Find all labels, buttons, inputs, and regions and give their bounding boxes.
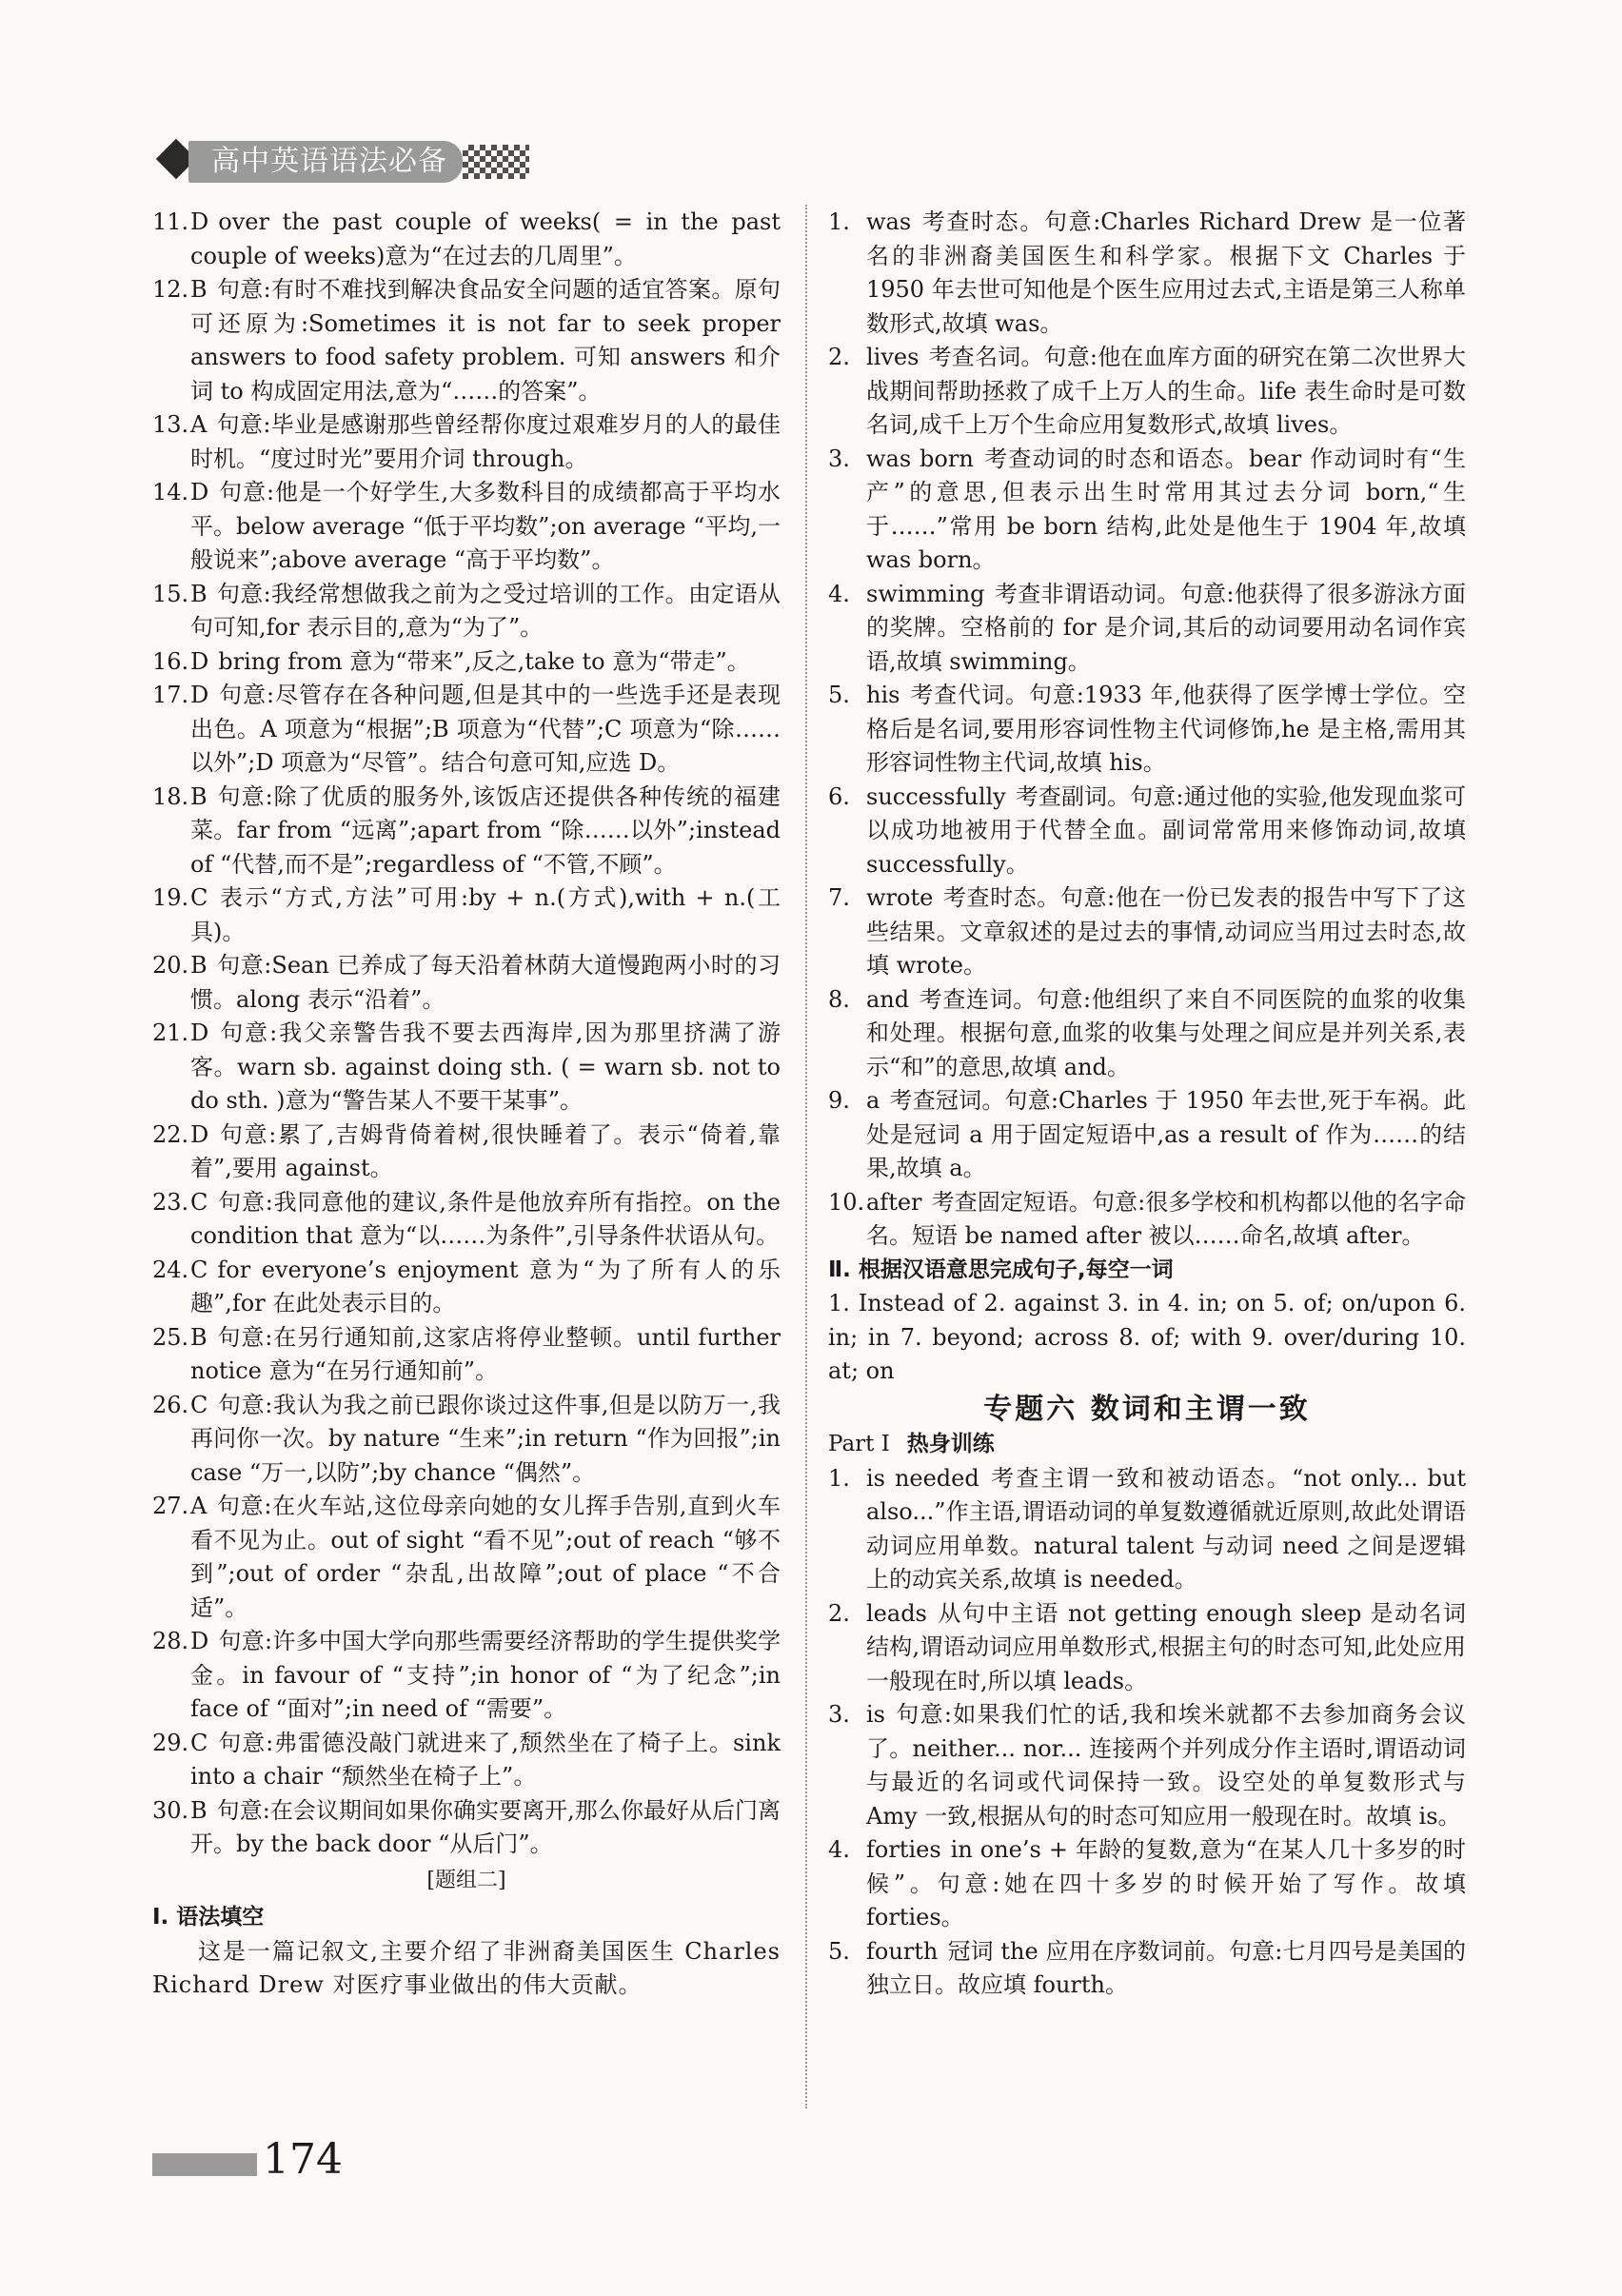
item-number: 30.	[152, 1796, 189, 1824]
answer-item	[152, 1625, 781, 1727]
item-answer: his	[866, 682, 900, 708]
item-answer: B	[190, 952, 208, 979]
answer-item	[152, 679, 781, 781]
group-title: [题组二]	[426, 1868, 506, 1892]
item-number: 6.	[828, 782, 850, 810]
answer-list-part1	[828, 1462, 1466, 2003]
section-title-grammar: Ⅰ. 语法填空	[152, 1905, 265, 1930]
footer-bar	[152, 2153, 257, 2176]
item-answer: B	[190, 1323, 208, 1351]
item-explanation: 冠词 the 应用在序数词前。句意:七月四号是美国的独立日。故应填 fourth。	[866, 1937, 1466, 1998]
item-explanation: 句意:尽管存在各种问题,但是其中的一些选手还是表现出色。A 项意为“根据”;B 项意为“代替”;C 项意为“除……以外”;D 项意为“尽管”。结合句意可知,应选 D。	[190, 682, 781, 776]
item-number: 4.	[828, 580, 850, 607]
answer-item	[152, 408, 781, 476]
item-explanation: 考查连词。句意:他组织了来自不同医院的血浆的收集和处理。根据句意,血浆的收集与处理之间应是并列关系,表示“和”的意思,故填 and。	[866, 985, 1466, 1080]
answer-item	[152, 273, 781, 408]
item-answer: forties	[866, 1836, 941, 1863]
item-number: 22.	[152, 1120, 189, 1148]
item-answer: D	[190, 1628, 209, 1654]
item-explanation: 句意:我同意他的建议,条件是他放弃所有指控。on the condition that 意为“以……为条件”,引导条件状语从句。	[190, 1188, 781, 1249]
item-number: 21.	[152, 1019, 189, 1046]
answer-item	[828, 341, 1466, 443]
item-number: 29.	[152, 1729, 189, 1756]
answer-item	[828, 1462, 1466, 1597]
answer-item	[828, 1186, 1466, 1254]
answer-item	[152, 1794, 781, 1862]
answer-item	[152, 1118, 781, 1186]
item-explanation: 句意:在会议期间如果你确实要离开,那么你最好从后门离开。by the back door “从后门”。	[190, 1796, 781, 1857]
answer-item	[152, 881, 781, 949]
item-answer: and	[866, 985, 910, 1013]
answer-item	[152, 1017, 781, 1118]
answer-item	[828, 1084, 1466, 1186]
item-number: 14.	[152, 479, 189, 505]
checker-pattern-icon	[463, 145, 529, 179]
item-answer: B	[190, 580, 208, 607]
item-explanation: 考查代词。句意:1933 年,他获得了医学博士学位。空格后是名词,要用形容词性物主代词修饰,he 是主格,需用其形容词性物主代词,故填 his。	[866, 682, 1466, 776]
item-explanation: 考查动词的时态和语态。bear 作动词时有“生产”的意思,但表示出生时常用其过去分词 born,“生于……”常用 be born 结构,此处是他生于 1904 年,故填 was born。	[866, 445, 1467, 573]
answer-item	[152, 781, 781, 882]
section-title-translation: Ⅱ. 根据汉语意思完成句子,每空一词	[828, 1257, 1174, 1282]
answer-item	[828, 983, 1466, 1085]
item-number: 13.	[152, 411, 189, 438]
item-number: 11.	[152, 208, 189, 235]
item-explanation: 表示“方式,方法”可用:by + n.(方式),with + n.(工具)。	[190, 884, 781, 945]
item-explanation: bring from 意为“带来”,反之,take to 意为“带走”。	[218, 647, 750, 675]
item-explanation: 考查冠词。句意:Charles 于 1950 年去世,死于车祸。此处是冠词 a 用于固定短语中,as a result of 作为……的结果,故填 a。	[866, 1087, 1466, 1181]
item-answer: D	[190, 479, 209, 505]
item-explanation: 句意:累了,吉姆背倚着树,很快睡着了。表示“倚着,靠着”,要用 against。	[190, 1120, 781, 1181]
item-answer: C	[190, 1391, 208, 1418]
translation-answers: 1. Instead of 2. against 3. in 4. in; on 5. of; on/upon 6. in; in 7. beyond; across 8. of; with 9. over/during 10. at; on	[828, 1290, 1466, 1384]
item-explanation: 句意:如果我们忙的话,我和埃米就都不去参加商务会议了。neither... nor... 连接两个并列成分作主语时,谓语动词与最近的名词或代词保持一致。设空处的单复数形式与 Amy 一致,根据从句的时态可知应用一般现在时。故填 is。	[866, 1701, 1466, 1830]
answer-item	[152, 1254, 781, 1321]
answer-item	[828, 781, 1466, 882]
item-number: 28.	[152, 1628, 189, 1654]
answer-item	[828, 1935, 1466, 2003]
item-answer: a	[866, 1087, 880, 1114]
answer-item	[828, 881, 1466, 983]
item-answer: was	[866, 208, 912, 235]
item-number: 12.	[152, 276, 189, 303]
item-number: 10.	[828, 1188, 865, 1216]
item-number: 18.	[152, 782, 189, 810]
item-answer: D	[190, 647, 209, 675]
book-title: 高中英语语法必备	[211, 145, 447, 178]
item-explanation: 句意:毕业是感谢那些曾经帮你度过艰难岁月的人的最佳时机。“度过时光”要用介词 through。	[190, 411, 781, 472]
item-answer: C	[190, 1256, 208, 1283]
item-answer: D	[190, 682, 209, 708]
item-explanation: 考查时态。句意:他在一份已发表的报告中写下了这些结果。文章叙述的是过去的事情,动词应当用过去时态,故填 wrote。	[866, 884, 1466, 979]
item-answer: was born	[866, 445, 974, 472]
answer-item	[152, 1186, 781, 1254]
item-explanation: 句意:有时不难找到解决食品安全问题的适宜答案。原句可还原为:Sometimes it is not far to seek proper answers to food safety problem. 可知 answers 和介词 to 构成固定用法,意为“……的答案”。	[190, 276, 781, 405]
item-number: 3.	[828, 445, 850, 472]
item-explanation: in one’s + 年龄的复数,意为“在某人几十多岁的时候”。句意:她在四十多岁的时候开始了写作。故填 forties。	[866, 1836, 1466, 1930]
item-explanation: 句意:我父亲警告我不要去西海岸,因为那里挤满了游客。warn sb. against doing sth. ( = warn sb. not to do sth. )意为“警告某人不要干某事”。	[190, 1019, 781, 1114]
answer-item	[828, 578, 1466, 680]
item-number: 26.	[152, 1391, 189, 1418]
item-number: 23.	[152, 1188, 189, 1216]
item-number: 24.	[152, 1256, 189, 1283]
item-answer: B	[190, 276, 208, 303]
item-number: 2.	[828, 1599, 850, 1627]
item-answer: is	[866, 1701, 885, 1728]
item-explanation: 句意:许多中国大学向那些需要经济帮助的学生提供奖学金。in favour of “支持”;in honor of “为了纪念”;in face of “面对”;in need of “需要”。	[190, 1628, 781, 1722]
part-subtitle: 热身训练	[906, 1432, 995, 1456]
answer-item	[152, 645, 781, 680]
item-answer: successfully	[866, 782, 1006, 810]
item-number: 20.	[152, 952, 189, 979]
running-header	[143, 133, 552, 190]
item-answer: D	[190, 1120, 209, 1148]
item-number: 4.	[828, 1836, 850, 1863]
item-explanation: 考查时态。句意:Charles Richard Drew 是一位著名的非洲裔美国医生和科学家。根据下文 Charles 于 1950 年去世可知他是个医生应用过去式,主语是第三人称单数形式,故填 was。	[866, 208, 1466, 337]
item-number: 2.	[828, 344, 850, 370]
item-number: 15.	[152, 580, 189, 607]
item-answer: A	[190, 411, 208, 438]
item-answer: leads	[866, 1599, 927, 1627]
item-answer: B	[190, 1796, 208, 1824]
item-answer: C	[190, 884, 208, 911]
part-label: Part Ⅰ	[828, 1432, 890, 1456]
item-answer: D	[190, 1019, 209, 1046]
item-explanation: over the past couple of weeks( = in the past couple of weeks)意为“在过去的几周里”。	[190, 208, 781, 269]
item-number: 5.	[828, 1937, 850, 1965]
item-explanation: 考查非谓语动词。句意:他获得了很多游泳方面的奖牌。空格前的 for 是介词,其后的动词要用动名词作宾语,故填 swimming。	[866, 580, 1466, 675]
item-explanation: for everyone’s enjoyment 意为“为了所有人的乐趣”,for 在此处表示目的。	[190, 1256, 781, 1316]
answer-list-right	[828, 206, 1466, 1254]
answer-item	[828, 1698, 1466, 1833]
item-number: 7.	[828, 884, 850, 911]
item-number: 27.	[152, 1493, 189, 1519]
item-number: 1.	[828, 208, 850, 235]
item-number: 9.	[828, 1087, 850, 1114]
part-title	[828, 1428, 1466, 1462]
item-number: 5.	[828, 682, 850, 708]
item-explanation: 句意:在另行通知前,这家店将停业整顿。until further notice 意为“在另行通知前”。	[190, 1323, 781, 1384]
item-answer: fourth	[866, 1937, 939, 1965]
item-explanation: 考查固定短语。句意:很多学校和机构都以他的名字命名。短语 be named after 被以……命名,故填 after。	[866, 1188, 1466, 1249]
answer-item	[152, 476, 781, 578]
item-explanation: 考查名词。句意:他在血库方面的研究在第二次世界大战期间帮助拯救了成千上万人的生命。life 表生命时是可数名词,成千上万个生命应用复数形式,故填 lives。	[866, 344, 1466, 438]
item-answer: lives	[866, 344, 920, 370]
answer-item	[828, 1597, 1466, 1699]
page-number: 174	[263, 2135, 343, 2184]
answer-item	[828, 679, 1466, 781]
answer-item	[152, 1490, 781, 1625]
item-number: 25.	[152, 1323, 189, 1351]
item-answer: is needed	[866, 1464, 979, 1492]
item-number: 17.	[152, 682, 189, 708]
item-explanation: 从句中主语 not getting enough sleep 是动名词结构,谓语动词应用单数形式,根据主句的时态可知,此处应用一般现在时,所以填 leads。	[866, 1599, 1466, 1694]
item-answer: wrote	[866, 884, 934, 911]
item-explanation: 句意:Sean 已养成了每天沿着林荫大道慢跑两小时的习惯。along 表示“沿着”。	[190, 952, 781, 1013]
item-answer: C	[190, 1188, 208, 1216]
item-number: 8.	[828, 985, 850, 1013]
item-number: 19.	[152, 884, 189, 911]
answer-list-left	[152, 206, 781, 1862]
item-answer: after	[866, 1188, 922, 1216]
item-answer: B	[190, 782, 208, 810]
right-column	[828, 206, 1466, 2003]
answer-item	[828, 443, 1466, 578]
item-number: 1.	[828, 1464, 850, 1492]
answer-item	[152, 206, 781, 273]
section-intro: 这是一篇记叙文,主要介绍了非洲裔美国医生 Charles Richard Drew 对医疗事业做出的伟大贡献。	[152, 1937, 781, 1998]
answer-item	[152, 578, 781, 645]
left-column	[152, 206, 781, 2003]
item-number: 16.	[152, 647, 189, 675]
item-explanation: 句意:他是一个好学生,大多数科目的成绩都高于平均水平。below average “低于平均数”;on average “平均,一般说来”;above average “高于平均数”。	[190, 479, 781, 573]
topic-title: 专题六 数词和主谓一致	[983, 1392, 1311, 1426]
answer-item	[152, 1321, 781, 1389]
answer-item	[152, 1727, 781, 1794]
item-answer: C	[190, 1729, 208, 1756]
item-explanation: 句意:在火车站,这位母亲向她的女儿挥手告别,直到火车看不见为止。out of sight “看不见”;out of reach “够不到”;out of order “杂乱,出故障”;out of place “不合适”。	[190, 1493, 781, 1621]
item-explanation: 句意:我经常想做我之前为之受过培训的工作。由定语从句可知,for 表示目的,意为“为了”。	[190, 580, 781, 641]
item-answer: D	[190, 208, 209, 235]
answer-item	[152, 1389, 781, 1491]
item-explanation: 句意:弗雷德没敲门就进来了,颓然坐在了椅子上。sink into a chair “颓然坐在椅子上”。	[190, 1729, 781, 1790]
answer-item	[828, 1833, 1466, 1935]
answer-item	[828, 206, 1466, 341]
item-answer: A	[190, 1493, 208, 1519]
item-explanation: 考查主谓一致和被动语态。“not only... but also...”作主语,谓语动词的单复数遵循就近原则,故此处谓语动词应用单数。natural talent 与动词 need 之间是逻辑上的动宾关系,故填 is needed。	[866, 1464, 1466, 1593]
item-explanation: 句意:除了优质的服务外,该饭店还提供各种传统的福建菜。far from “远离”;apart from “除……以外”;instead of “代替,而不是”;regardless of “不管,不顾”。	[190, 782, 781, 878]
item-explanation: 考查副词。句意:通过他的实验,他发现血浆可以成功地被用于代替全血。副词常常用来修饰动词,故填 successfully。	[866, 782, 1466, 878]
answer-item	[152, 949, 781, 1017]
item-answer: swimming	[866, 580, 985, 607]
item-number: 3.	[828, 1701, 850, 1728]
item-explanation: 句意:我认为我之前已跟你谈过这件事,但是以防万一,我再问你一次。by nature “生来”;in return “作为回报”;in case “万一,以防”;by chance “偶然”。	[190, 1391, 781, 1486]
column-divider	[805, 205, 807, 2108]
